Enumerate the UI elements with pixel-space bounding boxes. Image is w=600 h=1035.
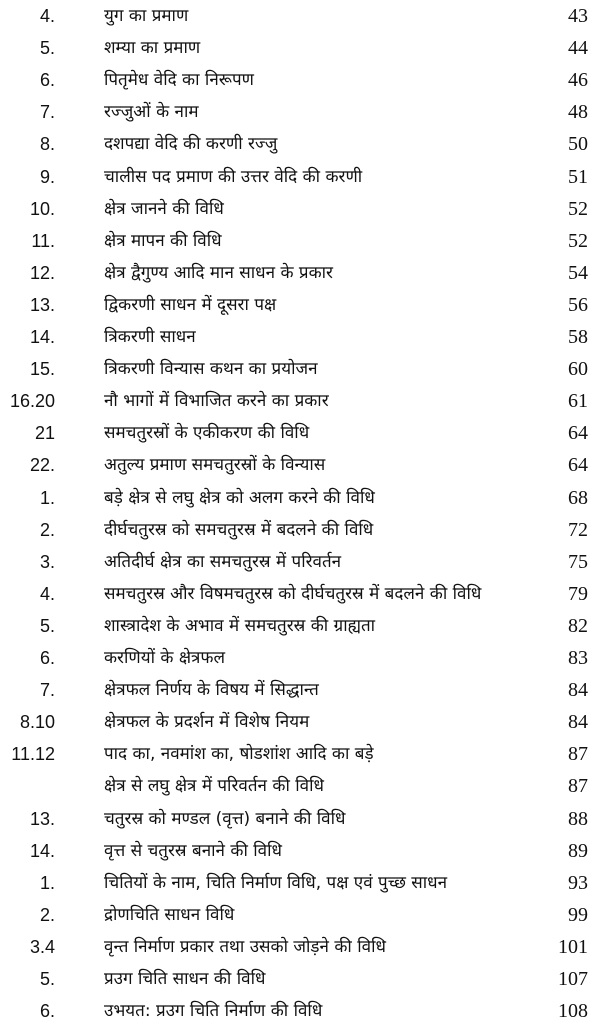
toc-entry — [0, 835, 600, 867]
entry-title: चतुरस्र को मण्डल (वृत्त) बनाने की विधि — [104, 808, 346, 829]
entry-title: समचतुरस्रों के एकीकरण की विधि — [104, 423, 310, 444]
entry-page-number: 75 — [568, 550, 588, 573]
entry-title: क्षेत्रफल के प्रदर्शन में विशेष नियम — [104, 712, 310, 733]
entry-page-number: 64 — [568, 422, 588, 445]
entry-title: शास्त्रादेश के अभाव में समचतुरस्र की ग्राह्यता — [104, 615, 376, 636]
entry-page-number: 87 — [568, 775, 588, 798]
toc-entry — [0, 963, 600, 995]
entry-number: 4. — [39, 6, 55, 26]
entry-page-number: 43 — [568, 5, 588, 27]
entry-number: 5. — [39, 38, 55, 59]
entry-page-number: 108 — [558, 1000, 588, 1023]
toc-entry — [0, 161, 600, 193]
entry-number: 14. — [29, 840, 55, 861]
toc-entry — [0, 803, 600, 835]
entry-number: 7. — [39, 680, 55, 701]
entry-page-number: 99 — [568, 903, 588, 926]
entry-title: क्षेत्र से लघु क्षेत्र में परिवर्तन की विधि — [104, 776, 324, 797]
entry-number: 6. — [39, 70, 55, 91]
toc-entry — [0, 96, 600, 128]
toc-entry — [0, 514, 600, 546]
toc-entry — [0, 610, 600, 642]
entry-title: क्षेत्रफल निर्णय के विषय में सिद्धान्त — [104, 680, 319, 701]
entry-number: 4. — [39, 583, 55, 604]
entry-title: क्षेत्र मापन की विधि — [104, 230, 222, 251]
toc-entry — [0, 289, 600, 321]
entry-page-number: 82 — [568, 614, 588, 637]
entry-number: 3. — [39, 551, 55, 572]
entry-page-number: 93 — [568, 871, 588, 894]
entry-number: 8.10 — [19, 712, 55, 733]
entry-title: वृन्त निर्माण प्रकार तथा उसको जोड़ने की विधि — [104, 936, 386, 957]
entry-number: 13. — [29, 294, 55, 315]
toc-entry — [0, 770, 600, 802]
entry-page-number: 107 — [558, 968, 588, 990]
entry-title: वृत्त से चतुरस्र बनाने की विधि — [104, 840, 282, 861]
entry-page-number: 72 — [568, 518, 588, 541]
toc-entry — [0, 995, 600, 1027]
entry-title: नौ भागों में विभाजित करने का प्रकार — [104, 391, 329, 412]
entry-number: 11. — [31, 230, 55, 251]
toc-entry — [0, 64, 600, 96]
entry-number: 10. — [29, 198, 55, 219]
entry-page-number: 61 — [568, 390, 588, 413]
entry-page-number: 51 — [568, 165, 588, 188]
entry-page-number: 87 — [568, 743, 588, 766]
entry-title: समचतुरस्र और विषमचतुरस्र को दीर्घचतुरस्र में बदलने की विधि — [104, 583, 482, 604]
entry-page-number: 64 — [568, 454, 588, 477]
entry-title: चालीस पद प्रमाण की उत्तर वेदि की करणी — [104, 166, 363, 187]
toc-entry — [0, 674, 600, 706]
entry-number: 2. — [39, 904, 55, 925]
entry-page-number: 58 — [568, 326, 588, 348]
entry-number: 21 — [34, 423, 55, 444]
entry-title: चितियों के नाम, चिति निर्माण विधि, पक्ष एवं पुच्छ साधन — [104, 872, 448, 893]
toc-entry — [0, 193, 600, 225]
entry-page-number: 84 — [568, 679, 588, 702]
entry-number: 11.12 — [11, 744, 55, 765]
entry-title: क्षेत्र द्वैगुण्य आदि मान साधन के प्रकार — [104, 262, 334, 283]
entry-number: 6. — [39, 1001, 55, 1022]
toc-entry — [0, 931, 600, 963]
toc-entry — [0, 353, 600, 385]
toc-entry — [0, 225, 600, 257]
entry-page-number: 68 — [568, 486, 588, 509]
entry-number: 12. — [29, 262, 55, 283]
entry-page-number: 79 — [568, 582, 588, 605]
toc-entry — [0, 738, 600, 770]
entry-title: अतुल्य प्रमाण समचतुरस्रों के विन्यास — [104, 455, 326, 476]
entry-page-number: 52 — [568, 197, 588, 220]
entry-title: पाद का, नवमांश का, षोडशांश आदि का बड़े — [104, 744, 374, 765]
entry-title: प्रउग चिति साधन की विधि — [104, 969, 266, 989]
toc-entry — [0, 578, 600, 610]
toc-entry — [0, 449, 600, 481]
entry-title: त्रिकरणी विन्यास कथन का प्रयोजन — [104, 359, 318, 380]
entry-number: 6. — [39, 648, 55, 668]
entry-page-number: 46 — [568, 69, 588, 92]
entry-title: दीर्घचतुरस्र को समचतुरस्र में बदलने की विधि — [104, 519, 374, 540]
entry-page-number: 50 — [568, 133, 588, 156]
toc-entry — [0, 482, 600, 514]
entry-page-number: 88 — [568, 807, 588, 830]
entry-title: उभयत: प्रउग चिति निर्माण की विधि — [104, 1001, 323, 1022]
toc-entry — [0, 32, 600, 64]
entry-number: 7. — [39, 102, 55, 123]
toc-entry — [0, 0, 600, 32]
entry-number: 5. — [39, 969, 55, 989]
entry-title: अतिदीर्घ क्षेत्र का समचतुरस्र में परिवर्तन — [104, 551, 342, 572]
entry-page-number: 84 — [568, 711, 588, 734]
entry-title: करणियों के क्षेत्रफल — [104, 648, 226, 668]
entry-number: 22. — [29, 455, 55, 476]
entry-title: द्विकरणी साधन में दूसरा पक्ष — [104, 294, 277, 315]
entry-title: द्रोणचिति साधन विधि — [104, 904, 235, 925]
entry-page-number: 83 — [568, 647, 588, 669]
entry-page-number: 52 — [568, 229, 588, 252]
entry-page-number: 89 — [568, 839, 588, 862]
toc-entry — [0, 642, 600, 674]
entry-page-number: 54 — [568, 261, 588, 284]
toc-entry — [0, 546, 600, 578]
toc-entry — [0, 899, 600, 931]
entry-page-number: 48 — [568, 101, 588, 124]
entry-title: रज्जुओं के नाम — [104, 102, 199, 123]
entry-title: त्रिकरणी साधन — [104, 327, 196, 347]
entry-page-number: 56 — [568, 293, 588, 316]
entry-title: शम्या का प्रमाण — [104, 38, 201, 59]
entry-number: 14. — [29, 327, 55, 347]
entry-number: 1. — [39, 872, 55, 893]
toc-entry — [0, 257, 600, 289]
entry-number: 15. — [29, 359, 55, 380]
entry-title: दशपद्या वेदि की करणी रज्जु — [104, 134, 278, 155]
entry-title: युग का प्रमाण — [104, 6, 189, 26]
entry-page-number: 44 — [568, 37, 588, 60]
toc-entry — [0, 385, 600, 417]
entry-title: क्षेत्र जानने की विधि — [104, 198, 224, 219]
entry-number: 5. — [39, 615, 55, 636]
toc-entry — [0, 321, 600, 353]
toc-entry — [0, 417, 600, 449]
entry-number: 2. — [39, 519, 55, 540]
toc-entry — [0, 706, 600, 738]
entry-number: 3.4 — [29, 936, 55, 957]
entry-number: 9. — [39, 166, 55, 187]
toc-entry — [0, 128, 600, 160]
entry-number: 8. — [39, 134, 55, 155]
entry-page-number: 101 — [558, 935, 588, 958]
entry-number: 1. — [39, 487, 55, 508]
entry-page-number: 60 — [568, 358, 588, 381]
entry-number: 13. — [29, 808, 55, 829]
entry-title: पितृमेध वेदि का निरूपण — [104, 70, 254, 91]
entry-number: 16.20 — [9, 391, 55, 412]
toc-entry — [0, 867, 600, 899]
entry-title: बड़े क्षेत्र से लघु क्षेत्र को अलग करने की विधि — [104, 487, 375, 508]
